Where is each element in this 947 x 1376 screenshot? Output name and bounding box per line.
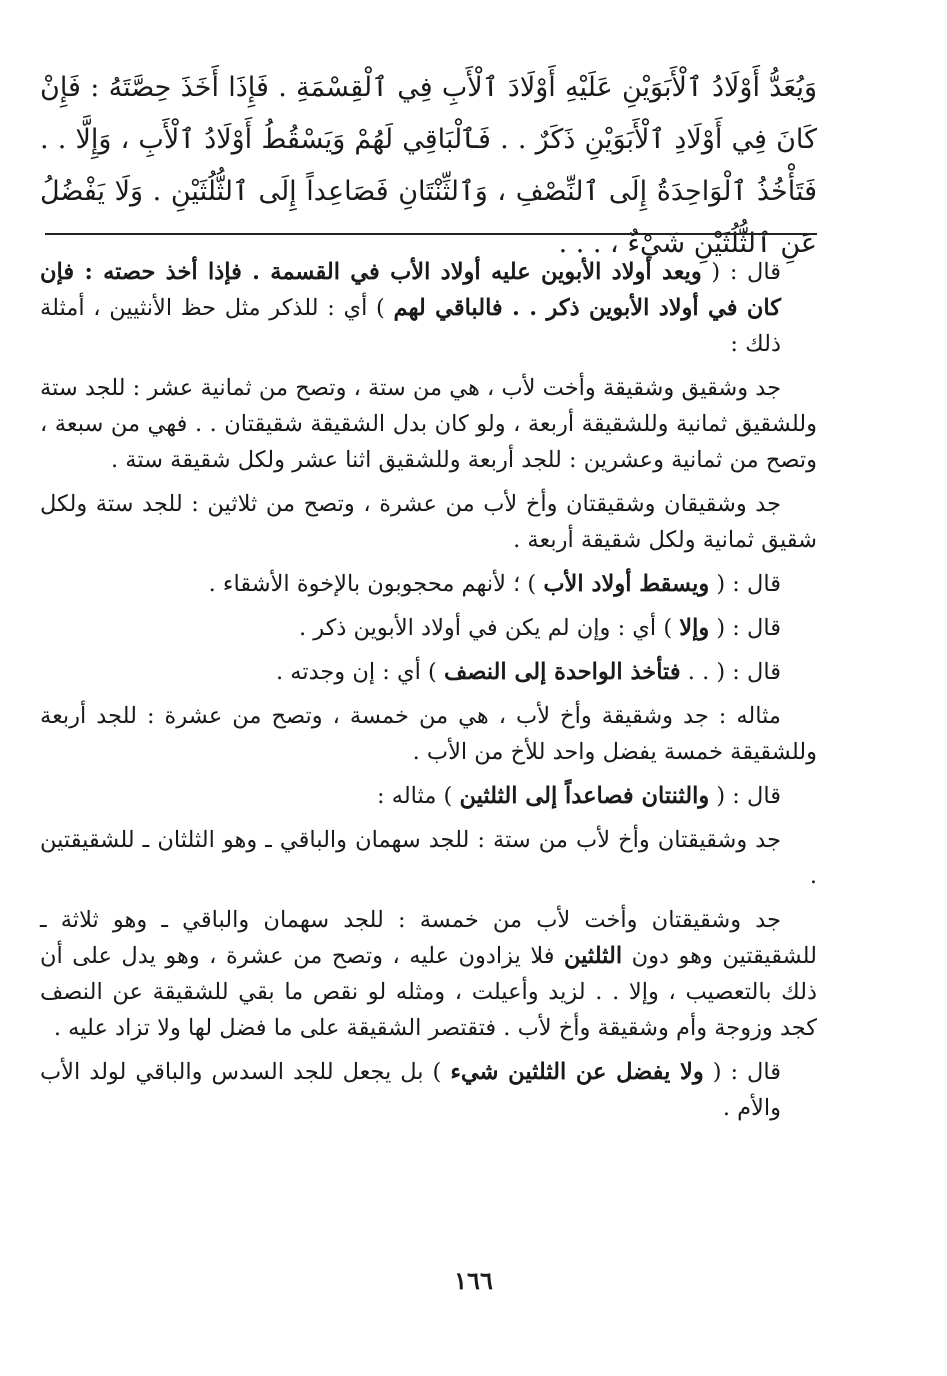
sharh-commentary [40,254,817,1134]
qala-prefix: قال : ( [709,615,781,641]
quoted-matn: ولا يفضل عن الثلثين شيء [450,1059,704,1085]
commentary-paragraph-6 [40,654,817,690]
commentary-text: ) ؛ لأنهم محجوبون بالإخوة الأشقاء . [208,571,544,597]
commentary-paragraph-1 [40,254,817,362]
quoted-matn: وإلا [679,615,710,641]
qala-prefix: قال : ( [709,783,781,809]
qala-prefix: قال : ( . . [680,659,781,685]
matn-paragraph: وَيُعَدُّ أَوْلَادُ ٱلْأَبَوَيْنِ عَلَيْهِ أَوْلَادَ ٱلْأَبِ فِي ٱلْقِسْمَةِ . فَإِذَا أَخَذَ حِصَّتَهُ : فَإِنْ كَانَ فِي أَوْلَادِ ٱلْأَبَوَيْنِ ذَكَرٌ . . فَٱلْبَاقِي لَهُمْ وَيَسْقُطُ أَوْلَادُ ٱلْأَبِ ، وَإِلَّا . . فَتَأْخُذُ ٱلْوَاحِدَةُ إِلَى ٱلنِّصْفِ ، وَٱلثِّنْتَانِ فَصَاعِداً إِلَى ٱلثُّلُثَيْنِ . وَلَا يَفْضُلُ عَنِ ٱلثُّلُثَيْنِ شَيْءٌ ، . . . [40,72,817,259]
commentary-paragraph-7: مثاله : جد وشقيقة وأخ لأب ، هي من خمسة ، وتصح من عشرة : للجد أربعة وللشقيقة خمسة يفضل واحد للأخ من الأب . [40,703,817,765]
commentary-paragraph-9: جد وشقيقتان وأخ لأب من ستة : للجد سهمان والباقي ـ وهو الثلثان ـ للشقيقتين . [40,827,817,889]
commentary-text: ) أي : إن وجدته . [275,659,444,685]
quoted-matn: ويعد أولاد الأبوين عليه أولاد الأب في القسمة . فإذا أخذ حصته : فإن كان في أولاد الأبوين ذكر . . فالباقي لهم [40,259,781,321]
separator-line [45,233,817,235]
commentary-text: جد وشقيقتان وأخت لأب من خمسة : للجد سهمان والباقي ـ وهو ثلاثة ـ للشقيقتين وهو دون [40,907,817,969]
quoted-matn: فتأخذ الواحدة إلى النصف [443,659,681,685]
matn-text [40,62,817,270]
commentary-paragraph-11 [40,1054,817,1126]
commentary-paragraph-8 [40,778,817,814]
commentary-paragraph-4 [40,566,817,602]
quoted-matn: ويسقط أولاد الأب [543,571,710,597]
commentary-text: ) مثاله : [377,783,460,809]
qala-prefix: قال : ( [709,571,781,597]
commentary-paragraph-2: جد وشقيق وشقيقة وأخت لأب ، هي من ستة ، وتصح من ثمانية عشر : للجد ستة وللشقيق ثمانية وللشقيقة أربعة ، ولو كان بدل الشقيقة شقيقتان . . فهي من سبعة ، وتصح من ثمانية وعشرين : للجد أربعة وللشقيق اثنا عشر ولكل شقيقة ستة . [40,375,817,473]
commentary-text: ) بل يجعل للجد السدس والباقي لولد الأب والأم . [40,1059,781,1121]
quoted-matn: والثنتان فصاعداً إلى الثلثين [459,783,710,809]
commentary-text: ) أي : للذكر مثل حظ الأنثيين ، أمثلة ذلك : [40,295,781,357]
commentary-paragraph-3: جد وشقيقان وشقيقتان وأخ لأب من عشرة ، وتصح من ثلاثين : للجد ستة ولكل شقيق ثمانية ولكل شقيقة أربعة . [40,491,817,553]
commentary-text: فلا يزادون عليه ، وتصح من عشرة ، وهو يدل على أن ذلك بالتعصيب ، وإلا . . لزيد وأعيلت ، ومثله لو نقص ما بقي للشقيقة عن النصف كجد وزوجة وأم وشقيقة وأخ لأب . فتقتصر الشقيقة على ما فضل لها ولا تزاد عليه . [40,943,817,1041]
qala-prefix: قال : ( [701,259,781,285]
emphasized-word: الثلثين [564,943,623,969]
commentary-paragraph-10 [40,902,817,1046]
page-number: ١٦٦ [454,1266,493,1295]
commentary-text: ) أي : وإن لم يكن في أولاد الأبوين ذكر . [298,615,680,641]
commentary-paragraph-5 [40,610,817,646]
qala-prefix: قال : ( [703,1059,781,1085]
